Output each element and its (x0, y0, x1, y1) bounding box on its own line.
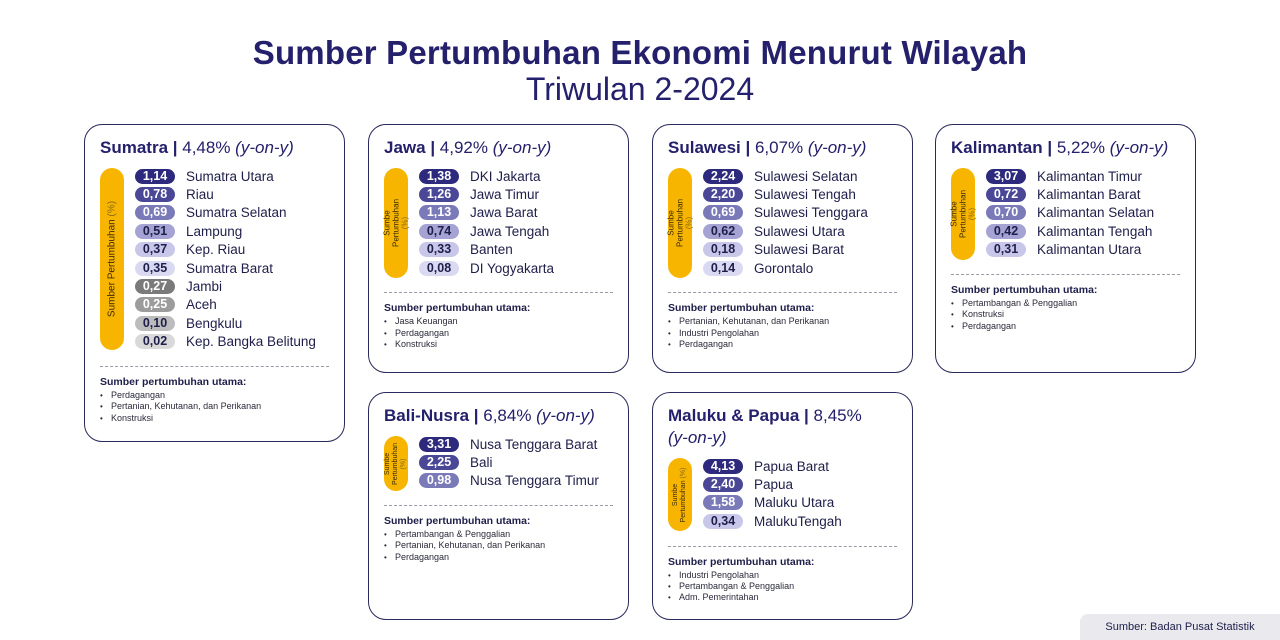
source-item: • Konstruksi (951, 309, 1195, 320)
province-name: Lampung (186, 223, 243, 239)
divider (668, 292, 897, 293)
region-growth: 5,22% (1056, 138, 1106, 157)
contribution-badge: 0,02 (135, 334, 175, 349)
region-card-sulawesi (652, 124, 913, 373)
province-row (703, 494, 912, 512)
divider (668, 546, 897, 547)
province-name: Kep. Riau (186, 242, 246, 258)
province-row (135, 222, 344, 240)
province-name: Kalimantan Tengah (1037, 223, 1153, 239)
contribution-badge: 0,08 (419, 261, 459, 276)
province-list (135, 167, 344, 351)
contribution-badge: 1,14 (135, 169, 175, 184)
source-item: • Pertanian, Kehutanan, dan Perikanan (100, 401, 344, 412)
region-breakdown (668, 167, 912, 277)
province-row (703, 512, 912, 530)
province-name: Jawa Timur (470, 187, 540, 203)
province-row (703, 222, 912, 240)
divider (384, 292, 613, 293)
contribution-badge: 0,18 (703, 242, 743, 257)
province-row (419, 472, 628, 490)
region-header: Kalimantan | 5,22% (y-on-y) (951, 138, 1169, 157)
province-name: Kep. Bangka Belitung (186, 334, 316, 350)
pill-label-unit: (%) (680, 467, 687, 478)
contribution-badge: 2,40 (703, 477, 743, 492)
province-name: Jawa Tengah (470, 223, 550, 239)
region-card-kalimantan (935, 124, 1196, 373)
contribution-badge: 1,13 (419, 205, 459, 220)
pill-label (100, 168, 124, 350)
region-card-maluku-papua (652, 392, 913, 620)
province-list (703, 457, 912, 531)
source-item: • Konstruksi (100, 413, 344, 424)
province-row (703, 475, 912, 493)
contribution-badge: 0,31 (986, 242, 1026, 257)
province-row (986, 204, 1195, 222)
province-row (986, 241, 1195, 259)
region-header: Sulawesi | 6,07% (y-on-y) (668, 138, 867, 157)
province-name: Kalimantan Barat (1037, 187, 1141, 203)
province-name: Sulawesi Utara (754, 223, 845, 239)
contribution-badge: 0,70 (986, 205, 1026, 220)
page-title: Sumber Pertumbuhan Ekonomi Menurut Wilayah (252, 34, 1028, 71)
sources-heading: Sumber pertumbuhan utama: (951, 283, 1098, 296)
yoy-label: (y-on-y) (807, 138, 867, 157)
pill-label (668, 458, 692, 531)
contribution-badge: 1,58 (703, 495, 743, 510)
page-subtitle: Triwulan 2-2024 (525, 71, 755, 107)
region-growth: 8,45% (813, 406, 862, 425)
contribution-badge: 0,51 (135, 224, 175, 239)
province-name: Kalimantan Selatan (1037, 205, 1155, 221)
contribution-badge: 3,07 (986, 169, 1026, 184)
province-name: Sumatra Selatan (186, 205, 287, 221)
province-list (986, 167, 1195, 259)
pill-label-text (672, 467, 688, 523)
province-row (419, 222, 628, 240)
province-row (419, 185, 628, 203)
contribution-badge: 3,31 (419, 437, 459, 452)
province-row (135, 167, 344, 185)
province-name: DKI Jakarta (470, 168, 541, 184)
yoy-label: (y-on-y) (668, 428, 727, 447)
province-name: Riau (186, 187, 214, 203)
pill-label-main: Sumbe Pertumbuhan (672, 479, 687, 522)
sources-list (951, 298, 1195, 332)
region-name: Sumatra (100, 138, 169, 157)
region-card-jawa (368, 124, 629, 373)
source-item: • Adm. Pemerintahan (668, 592, 912, 603)
province-list (419, 167, 628, 277)
contribution-badge: 2,25 (419, 455, 459, 470)
contribution-badge: 0,35 (135, 261, 175, 276)
province-row (703, 185, 912, 203)
region-card-sumatra (84, 124, 345, 442)
province-name: Gorontalo (754, 260, 814, 276)
province-row (419, 167, 628, 185)
divider (384, 505, 613, 506)
region-name: Jawa (384, 138, 426, 157)
contribution-badge: 0,42 (986, 224, 1026, 239)
source-item: • Konstruksi (384, 339, 628, 350)
province-row (419, 259, 628, 277)
sources-heading: Sumber pertumbuhan utama: (100, 375, 247, 388)
region-breakdown (100, 167, 344, 351)
pill-label-text (107, 201, 118, 317)
province-row (135, 241, 344, 259)
contribution-badge: 0,74 (419, 224, 459, 239)
province-row (419, 241, 628, 259)
province-name: Sulawesi Tengah (754, 187, 856, 203)
province-name: Maluku Utara (754, 495, 835, 511)
contribution-badge: 0,69 (703, 205, 743, 220)
contribution-badge: 2,24 (703, 169, 743, 184)
pill-label (384, 168, 408, 278)
pill-label-unit: (%) (400, 458, 407, 469)
province-list (703, 167, 912, 277)
sources-list (668, 570, 912, 604)
province-name: Bengkulu (186, 315, 243, 331)
province-name: Papua Barat (754, 458, 830, 474)
region-name: Bali-Nusra (384, 406, 470, 425)
province-row (703, 457, 912, 475)
source-credit: Sumber: Badan Pusat Statistik (1080, 614, 1280, 640)
sources-list (384, 529, 628, 563)
pill-label-text (383, 192, 410, 254)
pill-label-unit: (%) (684, 216, 694, 230)
source-item: • Perdagangan (384, 552, 628, 563)
contribution-badge: 0,72 (986, 187, 1026, 202)
sources-list (100, 390, 344, 424)
province-row (135, 259, 344, 277)
pill-label-main: Sumber Pertumbuhan (106, 219, 118, 318)
source-item: • Perdagangan (384, 328, 628, 339)
divider (951, 274, 1180, 275)
source-item: • Pertambangan & Penggalian (668, 581, 912, 592)
province-row (135, 296, 344, 314)
province-row (419, 435, 628, 453)
source-item: • Pertambangan & Penggalian (951, 298, 1195, 309)
province-row (986, 185, 1195, 203)
yoy-label: (y-on-y) (536, 406, 595, 425)
pill-label-main: Sumbe Pertumbuhan (384, 442, 399, 485)
region-growth: 4,92% (439, 138, 488, 157)
province-name: Kalimantan Timur (1037, 168, 1143, 184)
province-row (703, 241, 912, 259)
contribution-badge: 2,20 (703, 187, 743, 202)
region-header: Sumatra | 4,48% (y-on-y) (100, 138, 294, 157)
province-name: Sulawesi Tenggara (754, 205, 868, 221)
region-growth: 4,48% (182, 138, 231, 157)
source-item: • Jasa Keuangan (384, 316, 628, 327)
province-name: Bali (470, 455, 493, 471)
contribution-badge: 0,33 (419, 242, 459, 257)
source-item: • Perdagangan (668, 339, 912, 350)
sources-heading: Sumber pertumbuhan utama: (384, 515, 531, 528)
region-growth: 6,84% (483, 406, 532, 425)
source-item: • Perdagangan (100, 390, 344, 401)
pill-label-main: Sumbe Pertumbuhan (666, 198, 685, 248)
province-name: Nusa Tenggara Timur (470, 473, 599, 489)
province-row (135, 185, 344, 203)
contribution-badge: 0,10 (135, 316, 175, 331)
province-name: Sumatra Barat (186, 260, 274, 276)
province-name: DI Yogyakarta (470, 260, 555, 276)
contribution-badge: 0,78 (135, 187, 175, 202)
province-name: MalukuTengah (754, 513, 842, 529)
yoy-label: (y-on-y) (1109, 138, 1169, 157)
region-name: Sulawesi (668, 138, 741, 157)
region-name: Maluku & Papua (668, 406, 800, 425)
province-row (135, 314, 344, 332)
contribution-badge: 0,62 (703, 224, 743, 239)
sources-list (668, 316, 912, 350)
pill-label (384, 436, 408, 491)
source-item: • Perdagangan (951, 321, 1195, 332)
contribution-badge: 4,13 (703, 459, 743, 474)
contribution-badge: 0,37 (135, 242, 175, 257)
region-growth: 6,07% (754, 138, 804, 157)
sources-list (384, 316, 628, 350)
province-row (135, 333, 344, 351)
province-row (986, 222, 1195, 240)
region-header: Maluku & Papua | 8,45% (y-on-y) (668, 406, 862, 447)
source-item: • Industri Pengolahan (668, 328, 912, 339)
sources-heading: Sumber pertumbuhan utama: (668, 555, 815, 568)
province-row (135, 204, 344, 222)
province-row (703, 167, 912, 185)
region-breakdown (668, 457, 912, 531)
yoy-label: (y-on-y) (235, 138, 294, 157)
sources-heading: Sumber pertumbuhan utama: (384, 302, 531, 315)
province-name: Jambi (186, 279, 223, 295)
province-name: Sulawesi Barat (754, 242, 845, 258)
sources-heading: Sumber pertumbuhan utama: (668, 302, 815, 315)
region-breakdown (384, 167, 628, 277)
province-row (419, 453, 628, 471)
province-name: Nusa Tenggara Barat (470, 436, 598, 452)
region-header: Bali-Nusra | 6,84% (y-on-y) (384, 406, 595, 425)
pill-label-text (667, 192, 694, 254)
contribution-badge: 0,27 (135, 279, 175, 294)
pill-label-main: Sumbe Pertumbuhan (382, 198, 401, 248)
region-name: Kalimantan (951, 138, 1043, 157)
contribution-badge: 0,25 (135, 297, 175, 312)
source-item: • Pertanian, Kehutanan, dan Perikanan (668, 316, 912, 327)
region-card-bali-nusra (368, 392, 629, 620)
contribution-badge: 1,38 (419, 169, 459, 184)
province-name: Kalimantan Utara (1037, 242, 1142, 258)
pill-label-text (384, 439, 408, 489)
region-breakdown (951, 167, 1195, 259)
pill-label (951, 168, 975, 260)
source-item: • Pertambangan & Penggalian (384, 529, 628, 540)
source-item: • Pertanian, Kehutanan, dan Perikanan (384, 540, 628, 551)
province-name: Sulawesi Selatan (754, 168, 858, 184)
contribution-badge: 0,98 (419, 473, 459, 488)
province-row (703, 259, 912, 277)
province-row (135, 277, 344, 295)
province-name: Banten (470, 242, 513, 258)
contribution-badge: 1,26 (419, 187, 459, 202)
province-list (419, 435, 628, 490)
contribution-badge: 0,14 (703, 261, 743, 276)
province-row (986, 167, 1195, 185)
source-item: • Industri Pengolahan (668, 570, 912, 581)
pill-label-unit: (%) (400, 216, 410, 230)
province-name: Aceh (186, 297, 217, 313)
contribution-badge: 0,69 (135, 205, 175, 220)
divider (100, 366, 329, 367)
province-name: Sumatra Utara (186, 168, 274, 184)
contribution-badge: 0,34 (703, 514, 743, 529)
pill-label-unit: (%) (967, 207, 977, 221)
province-row (419, 204, 628, 222)
yoy-label: (y-on-y) (492, 138, 552, 157)
pill-label-main: Sumbe Pertumbuhan (949, 189, 968, 239)
pill-label (668, 168, 692, 278)
pill-label-text (950, 183, 977, 245)
region-breakdown (384, 435, 628, 490)
pill-label-unit: (%) (106, 200, 118, 217)
region-header: Jawa | 4,92% (y-on-y) (384, 138, 552, 157)
province-name: Papua (754, 477, 794, 493)
province-row (703, 204, 912, 222)
province-name: Jawa Barat (470, 205, 538, 221)
